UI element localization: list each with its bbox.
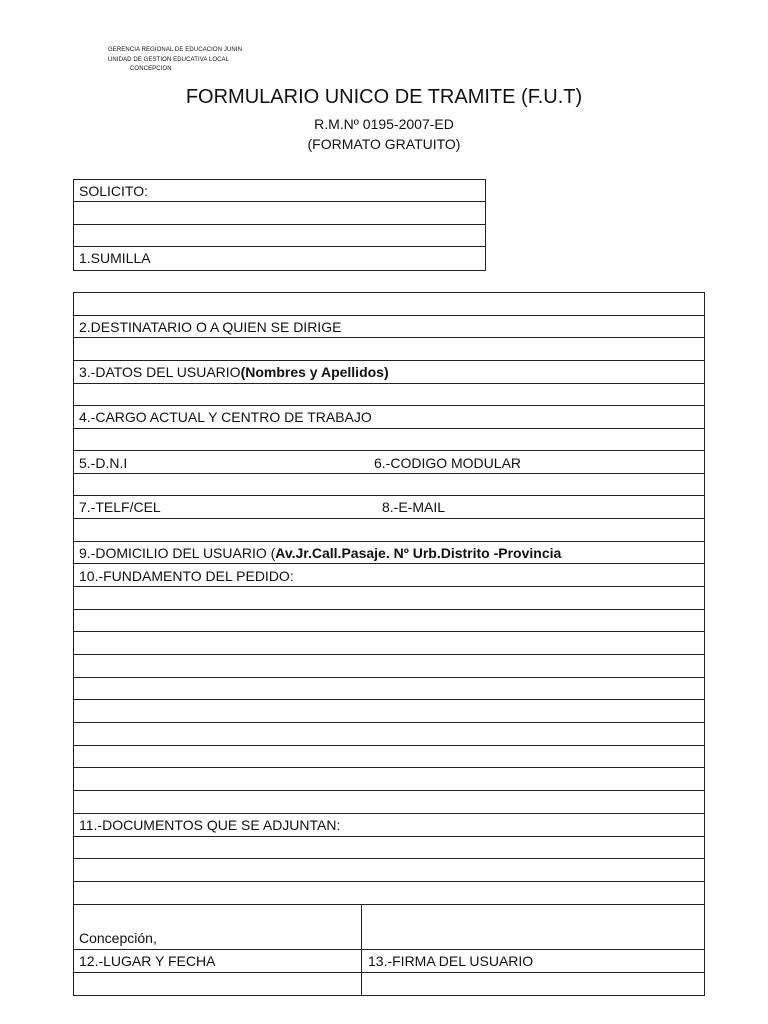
lugar-fecha-label: 12.-LUGAR Y FECHA: [79, 953, 216, 969]
format-note: (FORMATO GRATUITO): [307, 136, 461, 152]
form-row-line: [73, 813, 705, 814]
form-row-line: [73, 609, 705, 610]
form-row-line: [73, 450, 705, 451]
org-line-1: GERENCIA REGIONAL DE EDUCACION JUNIN: [108, 47, 243, 53]
resolution-number: R.M.Nº 0195-2007-ED: [314, 116, 454, 132]
cargo-label: 4.-CARGO ACTUAL Y CENTRO DE TRABAJO: [79, 409, 372, 425]
form-row-line: [73, 677, 705, 678]
form-row-line: [73, 428, 705, 429]
codigo-modular-label: 6.-CODIGO MODULAR: [374, 455, 522, 471]
form-row-line: [73, 315, 705, 316]
form-row-line: [73, 654, 705, 655]
form-row-line: [73, 836, 705, 837]
sumilla-label: 1.SUMILLA: [79, 250, 151, 266]
dni-label: 5.-D.N.I: [79, 455, 128, 471]
solicito-row-line: [73, 246, 486, 247]
form-row-line: [73, 383, 705, 384]
email-label: 8.-E-MAIL: [382, 499, 446, 515]
form-row-line: [73, 790, 705, 791]
form-row-line: [73, 518, 705, 519]
form-row-line: [73, 972, 705, 973]
solicito-row-line: [73, 201, 486, 202]
form-row-line: [73, 722, 705, 723]
telefono-label: 7.-TELF/CEL: [79, 499, 161, 515]
solicito-label: SOLICITO:: [79, 183, 148, 199]
main-form-box: [73, 292, 705, 996]
lugar-value: Concepción,: [79, 930, 157, 946]
form-row-line: [73, 495, 705, 496]
domicilio-prefix: 9.-DOMICILIO DEL USUARIO (: [79, 545, 276, 561]
datos-usuario-prefix: 3.-DATOS DEL USUARIO: [79, 364, 241, 380]
solicito-row-line: [73, 224, 486, 225]
form-row-line: [73, 405, 705, 406]
form-row-line: [73, 631, 705, 632]
signature-column-divider: [361, 904, 362, 996]
destinatario-label: 2.DESTINATARIO O A QUIEN SE DIRIGE: [79, 319, 342, 335]
form-row-line: [73, 858, 705, 859]
org-line-3: CONCEPCION: [130, 66, 172, 72]
fundamento-label: 10.-FUNDAMENTO DEL PEDIDO:: [79, 568, 294, 584]
datos-usuario-label: [79, 364, 389, 380]
form-title: FORMULARIO UNICO DE TRAMITE (F.U.T): [185, 86, 583, 108]
form-row-line: [73, 563, 705, 564]
form-row-line: [73, 699, 705, 700]
form-row-line: [73, 473, 705, 474]
form-row-line: [73, 767, 705, 768]
form-row-line: [73, 360, 705, 361]
form-row-line: [73, 586, 705, 587]
form-row-line: [73, 745, 705, 746]
domicilio-suffix: Av.Jr.Call.Pasaje. Nº Urb.Distrito -Provincia: [275, 545, 562, 561]
form-row-line: [73, 904, 705, 905]
domicilio-label: [79, 545, 561, 561]
form-row-line: [73, 541, 705, 542]
org-line-2: UNIDAD DE GESTION EDUCATIVA LOCAL: [108, 57, 230, 63]
form-row-line: [73, 949, 705, 950]
form-row-line: [73, 337, 705, 338]
datos-usuario-suffix: (Nombres y Apellidos): [240, 364, 389, 380]
documentos-label: 11.-DOCUMENTOS QUE SE ADJUNTAN:: [79, 817, 341, 833]
form-row-line: [73, 881, 705, 882]
firma-usuario-label: 13.-FIRMA DEL USUARIO: [368, 953, 534, 969]
